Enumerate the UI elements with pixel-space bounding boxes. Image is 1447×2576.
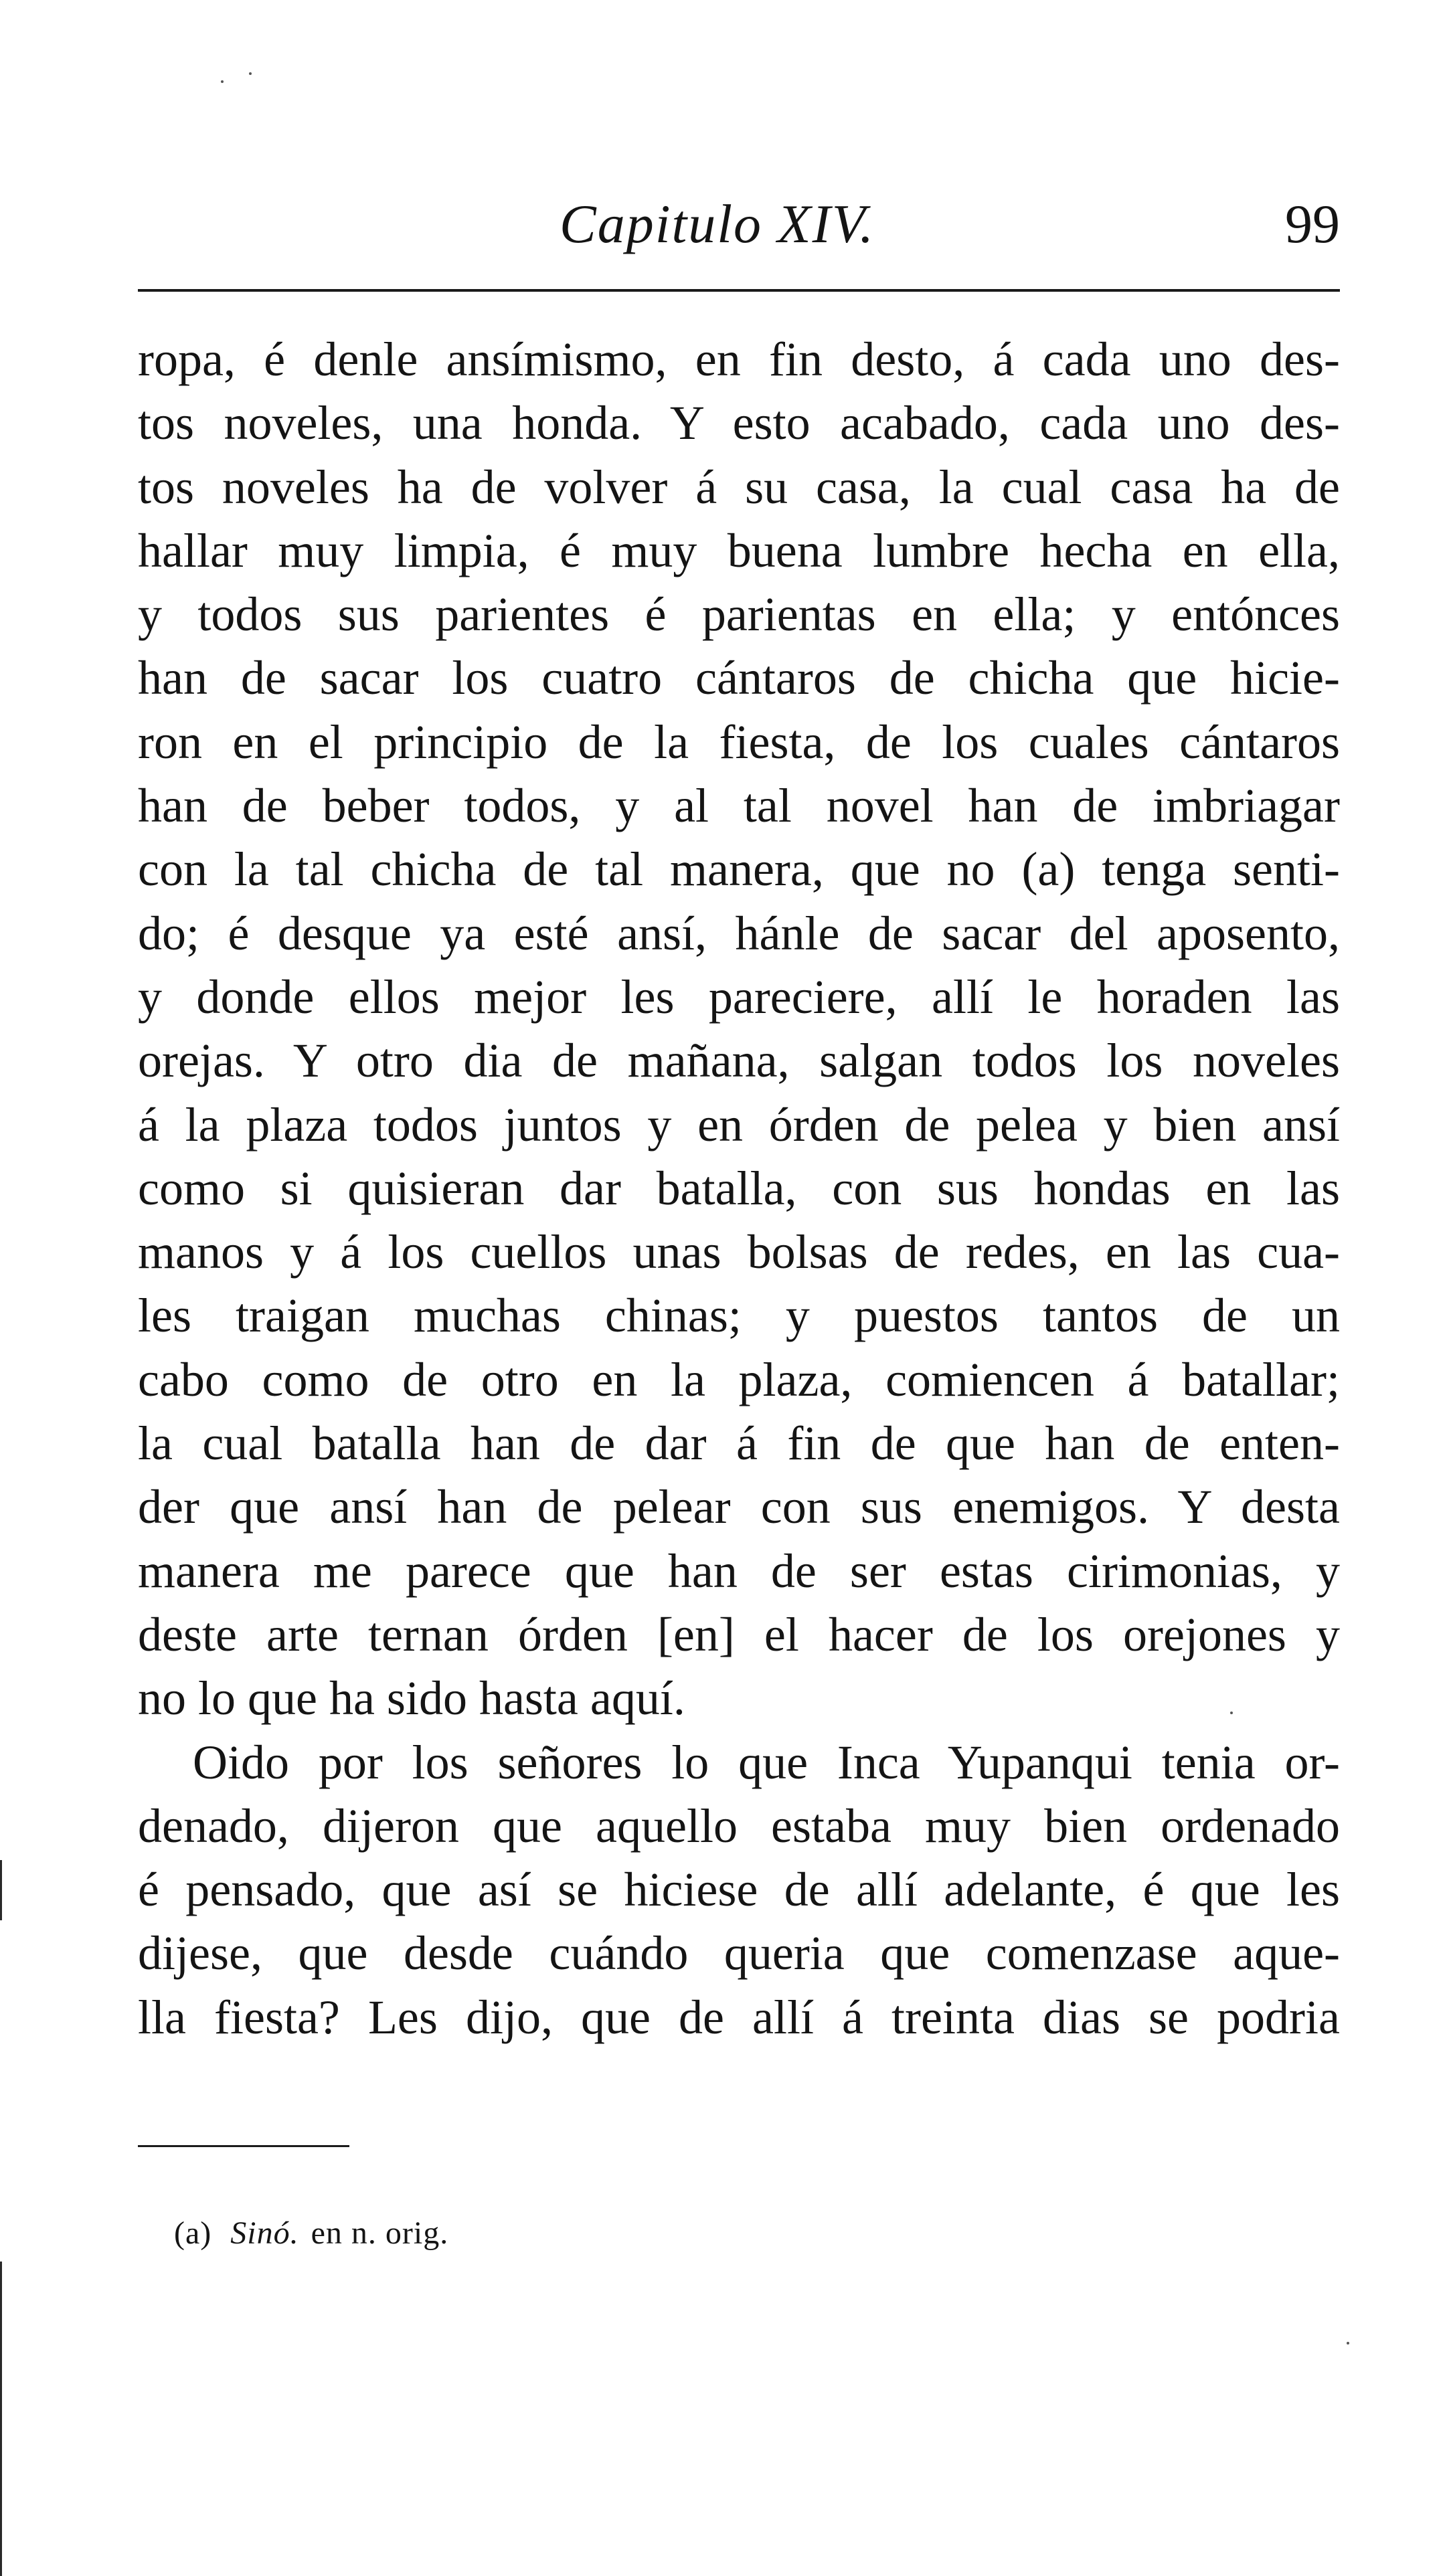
text-line: do; é desque ya esté ansí, hánle de sacar del aposento, [138, 906, 1340, 960]
paper-speck [1230, 1712, 1233, 1714]
footnote-source: Sinó. [230, 2215, 299, 2251]
paragraph-end-line: no lo que ha sido hasta aquí. [138, 1671, 685, 1726]
footnote [174, 2215, 448, 2251]
body-text [138, 328, 1340, 2049]
paper-speck [221, 80, 224, 83]
page-header [138, 179, 1340, 260]
text-line: manera me parece que han de ser estas cirimonias, y [138, 1544, 1340, 1598]
text-line: cabo como de otro en la plaza, comiencen á batallar; [138, 1352, 1340, 1406]
text-line: y donde ellos mejor les pareciere, allí le horaden las [138, 970, 1340, 1024]
footnote-note: en n. orig. [311, 2215, 449, 2251]
page-number: 99 [1285, 193, 1340, 254]
header-rule [138, 289, 1340, 292]
text-line: ron en el principio de la fiesta, de los cuales cántaros [138, 715, 1340, 769]
text-line: lla fiesta? Les dijo, que de allí á treinta dias se podria [138, 1990, 1340, 2044]
text-line: han de sacar los cuatro cántaros de chicha que hicie- [138, 651, 1340, 705]
text-line: orejas. Y otro dia de mañana, salgan todos los noveles [138, 1034, 1340, 1088]
text-line: manos y á los cuellos unas bolsas de redes, en las cua- [138, 1225, 1340, 1279]
text-line: á la plaza todos juntos y en órden de pelea y bien ansí [138, 1097, 1340, 1152]
text-line: con la tal chicha de tal manera, que no (a) tenga senti- [138, 842, 1340, 897]
running-title: Capitulo XIV. [560, 193, 875, 254]
text-line: é pensado, que así se hiciese de allí adelante, é que les [138, 1863, 1340, 1917]
text-line: hallar muy limpia, é muy buena lumbre hecha en ella, [138, 523, 1340, 577]
text-line: dijese, que desde cuándo queria que comenzase aque- [138, 1926, 1340, 1981]
text-line: tos noveles ha de volver á su casa, la cual casa ha de [138, 460, 1340, 514]
text-line: denado, dijeron que aquello estaba muy bien ordenado [138, 1799, 1340, 1853]
paragraph-start-line: Oido por los señores lo que Inca Yupanqui tenia or- [193, 1735, 1340, 1789]
text-line: les traigan muchas chinas; y puestos tantos de un [138, 1289, 1340, 1343]
footnote-marker: (a) [174, 2215, 212, 2251]
text-line: la cual batalla han de dar á fin de que han de enten- [138, 1416, 1340, 1471]
footnote-rule [138, 2145, 349, 2147]
margin-mark [0, 2262, 2, 2576]
text-line: ropa, é denle ansímismo, en fin desto, á cada uno des- [138, 333, 1340, 386]
text-line: der que ansí han de pelear con sus enemigos. Y desta [138, 1480, 1340, 1534]
text-line: tos noveles, una honda. Y esto acabado, cada uno des- [138, 396, 1340, 450]
text-line: como si quisieran dar batalla, con sus hondas en las [138, 1161, 1340, 1215]
text-line: han de beber todos, y al tal novel han de imbriagar [138, 779, 1340, 833]
text-line: deste arte ternan órden [en] el hacer de los orejones y [138, 1607, 1340, 1661]
text-line: y todos sus parientes é parientas en ella; y entónces [138, 587, 1340, 642]
paper-speck [1347, 2342, 1349, 2344]
paper-speck [249, 72, 252, 75]
margin-mark [0, 1860, 2, 1920]
